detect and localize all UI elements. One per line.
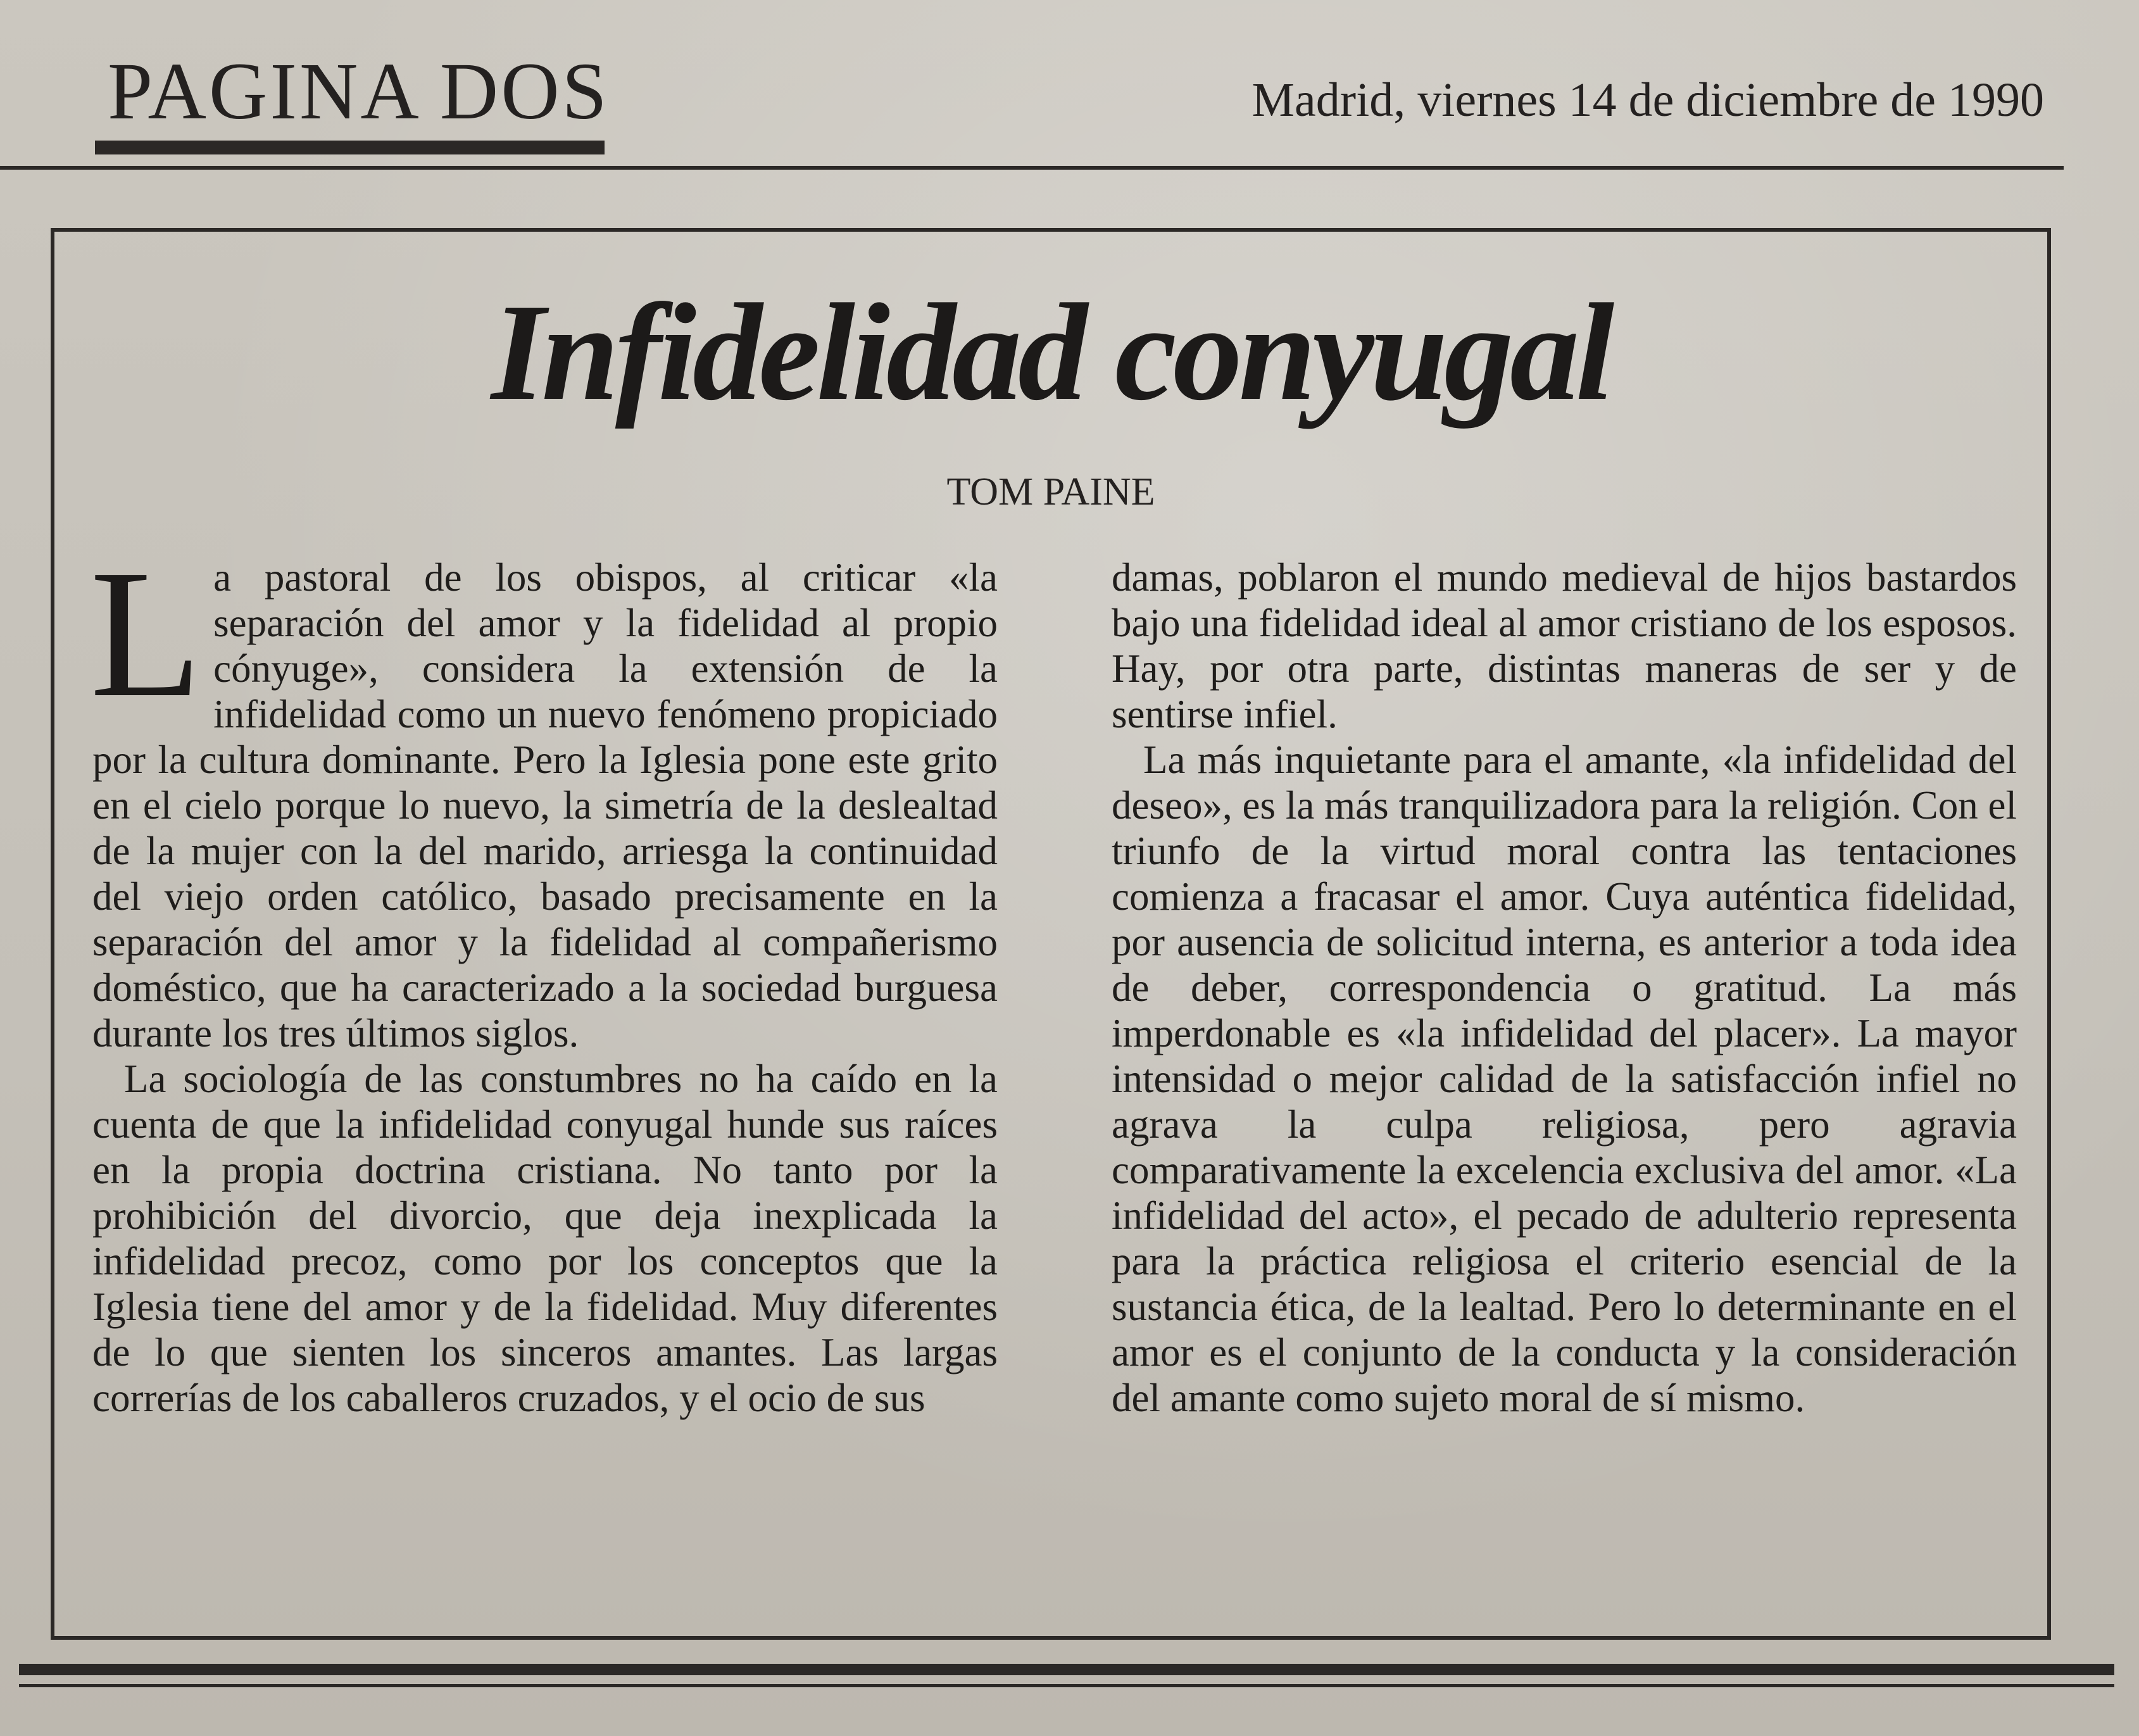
article-column-2 (1112, 555, 2017, 1618)
section-title-underline (95, 141, 605, 154)
article-column-1 (90, 532, 998, 1618)
article-paragraph (90, 532, 998, 1056)
bottom-rule-thin (19, 1684, 2114, 1687)
dateline: Madrid, viernes 14 de diciembre de 1990 (1251, 73, 2044, 127)
article-paragraph: damas, poblaron el mundo medieval de hijos bastardos bajo una fidelidad ideal al amor cristiano de los esposos. Hay, por otra parte, distintas maneras de ser y de sentirse infiel. (1112, 555, 2017, 736)
header-rule (0, 166, 2064, 170)
article-headline: Infidelidad conyugal (491, 275, 1611, 429)
article-box (51, 228, 2051, 1640)
article-byline: TOM PAINE (946, 470, 1155, 513)
article-paragraph: La más inquietante para el amante, «la infidelidad del deseo», es la más tranquilizadora para la religión. Con el triunfo de la virtud moral contra las tentaciones comienza a fracasar el amor. Cuya auténtica fidelidad, por ausencia de solicitud interna, es anterior a toda idea de deber, correspondencia o gratitud. La más imperdonable es «la infidelidad del placer». La mayor intensidad o mejor calidad de la satisfacción infiel no agrava la culpa religiosa, pero agravia comparativamente la excelencia exclusiva del amor. «La infidelidad del acto», el pecado de adulterio representa para la práctica religiosa el criterio esencial de la sustancia ética, de la lealtad. Pero lo determinante en el amor es el conjunto de la conducta y la consideración del amante como sujeto moral de sí mismo. (1112, 738, 2017, 1420)
drop-cap: L (90, 532, 203, 735)
paragraph-text: a pastoral de los obispos, al criticar «la separación del amor y la fidelidad al propio cónyuge», considera la extensión de la infidelidad como un nuevo fenómeno propiciado por la cultura dominante. Pero la Iglesia pone este grito en el cielo porque lo nuevo, la simetría de la deslealtad de la mujer con la del marido, arriesga la continuidad del viejo orden católico, basado precisamente en la separación del amor y la fidelidad al compañerismo doméstico, que ha caracterizado a la sociedad burguesa durante los tres últimos siglos. (92, 555, 998, 1055)
article-paragraph: La sociología de las constumbres no ha caído en la cuenta de que la infidelidad conyugal hunde sus raíces en la propia doctrina cristiana. No tanto por la prohibición del divorcio, que deja inexplicada la infidelidad precoz, como por los conceptos que la Iglesia tiene del amor y de la fidelidad. Muy diferentes de lo que sienten los sinceros amantes. Las largas correrías de los caballeros cruzados, y el ocio de sus (92, 1057, 998, 1420)
article-columns (90, 532, 2017, 1618)
bottom-rule-thick (19, 1664, 2114, 1675)
section-title: PAGINA DOS (108, 46, 610, 136)
